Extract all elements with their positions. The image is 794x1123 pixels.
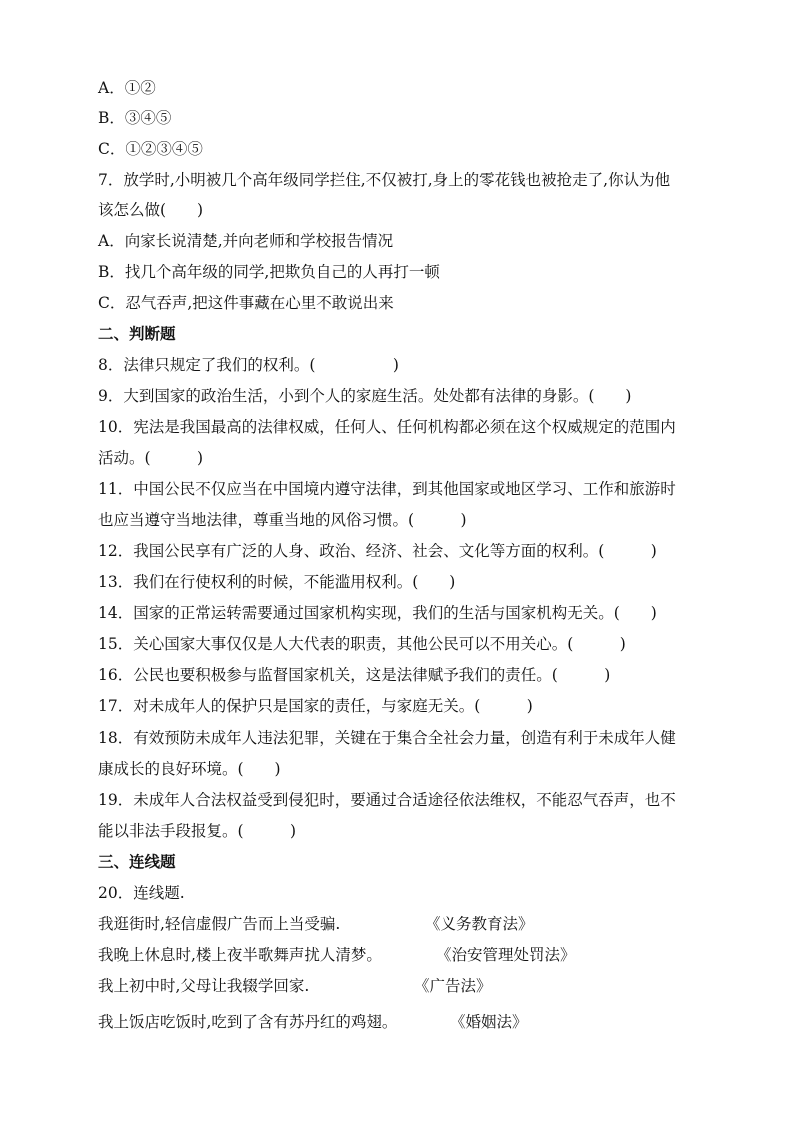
q20: 20．连线题.	[98, 884, 185, 902]
q7-option-c: C．忍气吞声,把这件事藏在心里不敢说出来	[98, 294, 394, 312]
match-left-item: 我上饭店吃饭时,吃到了含有苏丹红的鸡翅。	[98, 1013, 398, 1031]
q11-line1: 11．中国公民不仅应当在中国境内遵守法律，到其他国家或地区学习、工作和旅游时	[98, 480, 676, 498]
match-right-item: 《广告法》	[414, 977, 492, 995]
q7-stem-line2: 该怎么做( )	[98, 201, 204, 219]
match-right-item: 《治安管理处罚法》	[436, 946, 576, 964]
q17: 17．对未成年人的保护只是国家的责任，与家庭无关。( )	[98, 697, 533, 715]
q16: 16．公民也要积极参与监督国家机关，这是法律赋予我们的责任。( )	[98, 666, 611, 684]
q10-line2: 活动。( )	[98, 449, 204, 467]
q11-line2: 也应当遵守当地法律，尊重当地的风俗习惯。( )	[98, 511, 467, 529]
q19-line1: 19．未成年人合法权益受到侵犯时，要通过合适途径依法维权，不能忍气吞声，也不	[98, 791, 676, 809]
q7-option-a: A．向家长说清楚,并向老师和学校报告情况	[98, 232, 394, 250]
q18-line2: 康成长的良好环境。( )	[98, 760, 281, 778]
q8: 8．法律只规定了我们的权利。( )	[98, 356, 399, 374]
section-title-judgment: 二、判断题	[98, 325, 176, 343]
q10-line1: 10．宪法是我国最高的法律权威，任何人、任何机构都必须在这个权威规定的范围内	[98, 418, 676, 436]
q6-option-c: C．①②③④⑤	[98, 140, 203, 158]
q7-stem-line1: 7．放学时,小明被几个高年级同学拦住,不仅被打,身上的零花钱也被抢走了,你认为他	[98, 171, 671, 189]
section-title-matching: 三、连线题	[98, 853, 176, 871]
match-right-item: 《义务教育法》	[425, 915, 534, 933]
q7-option-b: B．找几个高年级的同学,把欺负自己的人再打一顿	[98, 263, 440, 281]
q6-option-b: B．③④⑤	[98, 109, 172, 127]
match-left-item: 我晚上休息时,楼上夜半歌舞声扰人清梦。	[98, 946, 382, 964]
match-right-item: 《婚姻法》	[450, 1013, 528, 1031]
match-left-item: 我上初中时,父母让我辍学回家.	[98, 977, 310, 995]
q19-line2: 能以非法手段报复。( )	[98, 822, 297, 840]
q6-option-a: A．①②	[98, 79, 156, 97]
q18-line1: 18．有效预防未成年人违法犯罪，关键在于集合全社会力量，创造有利于未成年人健	[98, 729, 676, 747]
q9: 9．大到国家的政治生活，小到个人的家庭生活。处处都有法律的身影。( )	[98, 387, 632, 405]
q15: 15．关心国家大事仅仅是人大代表的职责，其他公民可以不用关心。( )	[98, 635, 626, 653]
q14: 14．国家的正常运转需要通过国家机构实现，我们的生活与国家机构无关。( )	[98, 604, 657, 622]
q12: 12．我国公民享有广泛的人身、政治、经济、社会、文化等方面的权利。( )	[98, 542, 657, 560]
match-left-item: 我逛街时,轻信虚假广告而上当受骗.	[98, 915, 341, 933]
q13: 13．我们在行使权利的时候，不能滥用权利。( )	[98, 573, 456, 591]
